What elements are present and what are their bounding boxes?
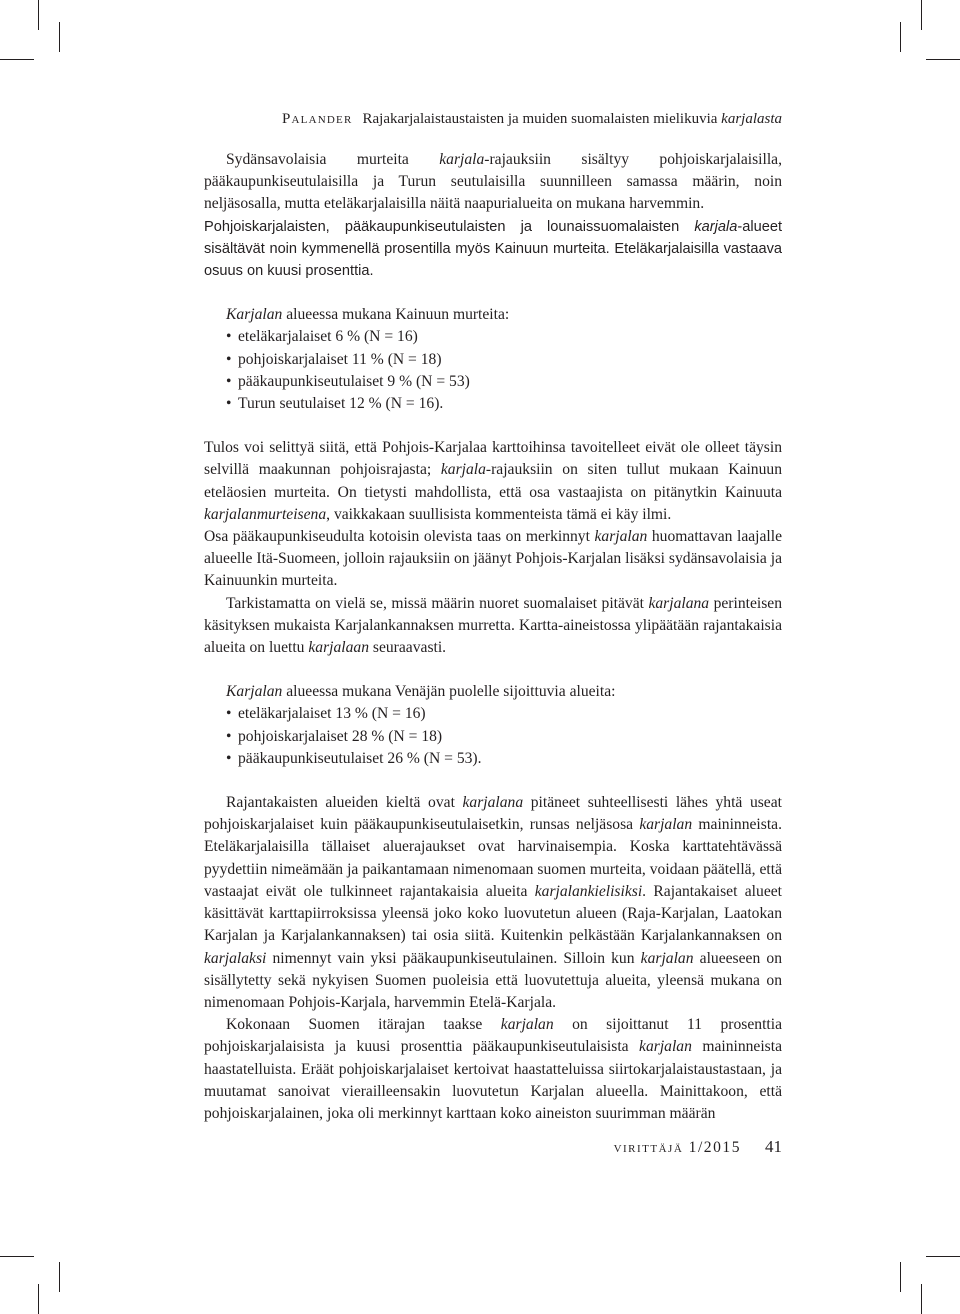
crop-mark-bottom-right-h bbox=[926, 1256, 960, 1257]
page-footer bbox=[204, 1137, 782, 1157]
running-header bbox=[204, 108, 782, 130]
list-2 bbox=[204, 703, 782, 770]
page-number: 41 bbox=[765, 1137, 782, 1156]
list-item: • pääkaupunkiseutulaiset 26 % (N = 53). bbox=[204, 748, 782, 770]
paragraph-7: Kokonaan Suomen itärajan taakse karjalan on sijoittanut 11 prosenttia pohjoiskarjalaisista ja kuusi prosenttia pääkaupunkiseutulaisista karjalan maininneista haastatelluista. Eräät pohjoiskarjalaiset kertoivat haastatteluissa siirtokarjalaistaustastaan, ja muutamat sanoivat vierailleensakin luovutetun Karjalan alueella. Mainittakoon, että pohjoiskarjalainen, joka oli merkinnyt karttaan koko aineiston suurimman määrän bbox=[204, 1016, 782, 1122]
crop-mark-bottom-left-inner bbox=[59, 1262, 60, 1292]
crop-mark-bottom-left-h bbox=[0, 1256, 34, 1257]
paragraph-5: Tarkistamatta on vielä se, missä määrin nuoret suomalaiset pitävät karjalana perinteisen käsityksen mukaista Karjalankannaksen murretta. Kartta-aineistossa ylipäätään rajantakaisia alueita on luettu karjalaan seuraavasti. bbox=[204, 594, 783, 657]
article-body bbox=[204, 149, 782, 1125]
paragraph-3: Tulos voi selittyä siitä, että Pohjois-Karjalaa karttoihinsa tavoitelleet eivät ole olleet täysin selvillä maakunnan pohjoisrajasta; karjala-rajauksiin on siten tullut mukaan Kainuun eteläosien murteita. On tietysti mahdollista, että osa vastaajista on pitänytkin Kainuuta karjalanmurteisena, vaikkakaan suullisista kommenteista tämä ei käy ilmi. bbox=[204, 439, 782, 523]
paragraph-1: Sydänsavolaisia murteita karjala-rajauksiin sisältyy pohjoiskarjalaisilla, pääkaupunkiseutulaisilla ja Turun seutulaisilla suunnilleen samassa määrin, noin neljäsosalla, mutta eteläkarjalaisilla näitä naapurialueita on mukana harvemmin. bbox=[204, 151, 782, 213]
crop-mark-top-left-h bbox=[0, 59, 34, 60]
crop-mark-bottom-left bbox=[38, 1284, 39, 1314]
crop-mark-top-left bbox=[38, 0, 39, 30]
header-author: Palander bbox=[282, 111, 353, 127]
crop-mark-top-right-inner bbox=[900, 22, 901, 52]
paragraph-6: Rajantakaisten alueiden kieltä ovat karjalana pitäneet suhteellisesti lähes yhtä useat pohjoiskarjalaiset kuin pääkaupunkiseutulaisetkin, runsas neljäsosa karjalan maininneista. Eteläkarjalaisilla tällaiset aluerajaukset ovat harvinaisempia. Koska karttatehtävässä pyydettiin nimeämään ja paikantamaan nimenomaan suomen murteita, voidaan päätellä, että vastaajat eivät ole tulkinneet rajantakaisia alueita karjalankielisiksi. Rajantakaiset alueet käsittävät karttapiirroksissa yleensä joko koko luovutetun alueen (Raja-Karjalan, Laatokan Karjalan ja Karjalankannaksen) tai osia siitä. Kuitenkin pelkästään Karjalankannaksen on karjalaksi nimennyt vain yksi pääkaupunkiseutulainen. Silloin kun karjalan alueeseen on sisällytetty sekä nykyisen Suomen puoleisia että luovutettuja alueita, yleensä mukana on nimenomaan Pohjois-Karjala, harvemmin Etelä-Karjala. bbox=[204, 794, 782, 1011]
list-item: • Turun seutulaiset 12 % (N = 16). bbox=[204, 393, 782, 415]
crop-mark-top-right bbox=[921, 0, 922, 30]
list-item: • pohjoiskarjalaiset 28 % (N = 18) bbox=[204, 726, 782, 748]
list-2-intro: Karjalan alueessa mukana Venäjän puolelle sijoittuvia alueita: bbox=[226, 683, 616, 701]
list-item: • pääkaupunkiseutulaiset 9 % (N = 53) bbox=[204, 371, 782, 393]
crop-mark-bottom-right bbox=[921, 1284, 922, 1314]
journal-name: virittäjä 1/2015 bbox=[613, 1139, 741, 1156]
list-item: • eteläkarjalaiset 13 % (N = 16) bbox=[204, 703, 782, 725]
list-item: • pohjoiskarjalaiset 11 % (N = 18) bbox=[204, 349, 782, 371]
paragraph-4: Osa pääkaupunkiseudulta kotoisin olevista taas on merkinnyt karjalan huomattavan laajalle alueelle Itä-Suomeen, jolloin rajauksiin on jäänyt Pohjois-Karjalan lisäksi sydänsavolaisia ja Kainuunkin murteita. bbox=[204, 528, 782, 590]
header-title-italic: karjalasta bbox=[721, 111, 782, 127]
paragraph-2: Pohjoiskarjalaisten, pääkaupunkiseutulaisten ja lounaissuomalaisten karjala-alueet sisältävät noin kymmenellä prosentilla myös Kainuun murteita. Eteläkarjalaisilla vastaava osuus on kuusi prosenttia. bbox=[204, 218, 782, 280]
list-item: • eteläkarjalaiset 6 % (N = 16) bbox=[204, 326, 782, 348]
crop-mark-top-right-h bbox=[926, 59, 960, 60]
list-1-intro: Karjalan alueessa mukana Kainuun murteita: bbox=[226, 306, 510, 324]
crop-mark-bottom-right-inner bbox=[900, 1262, 901, 1292]
list-1 bbox=[204, 326, 782, 415]
header-title: Rajakarjalaistaustaisten ja muiden suomalaisten mielikuvia bbox=[362, 111, 722, 127]
crop-mark-top-left-inner bbox=[59, 22, 60, 52]
